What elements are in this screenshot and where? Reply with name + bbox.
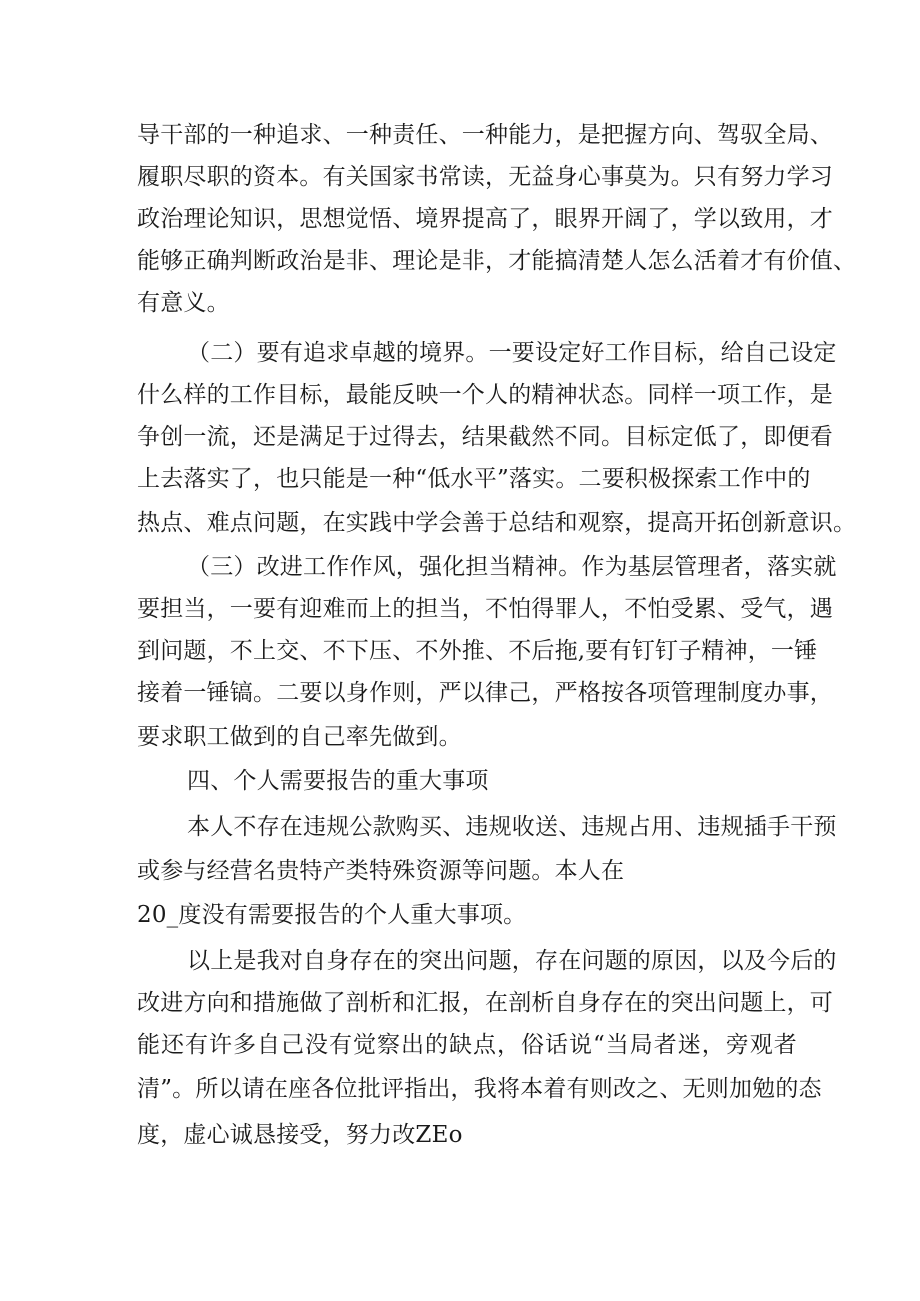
text-line: 接着一锤镐。二要以身作则，严以律己，严格按各项管理制度办事，: [137, 680, 833, 706]
text-line: 要担当，一要有迎难而上的担当，不怕得罪人，不怕受累、受气，遇: [137, 596, 833, 622]
text-line: 本人不存在违规公款购买、违规收送、违规占用、违规插手干预: [187, 814, 837, 840]
text-line: 热点、难点问题，在实践中学会善于总结和观察，提高开拓创新意识。: [137, 510, 857, 536]
text-line: 以上是我对自身存在的突出问题，存在问题的原因，以及今后的: [187, 948, 837, 974]
text-line: 能还有许多自己没有觉察出的缺点，俗话说“当局者迷，旁观者: [137, 1032, 797, 1058]
text-line: 什么样的工作目标，最能反映一个人的精神状态。同样一项工作，是: [137, 382, 833, 408]
text-line: 争创一流，还是满足于过得去，结果截然不同。目标定低了，即便看: [137, 424, 833, 450]
paragraph-heading-3: （三）改进工作作风，强化担当精神。作为基层管理者，落实就: [187, 554, 837, 580]
section-heading: 四、个人需要报告的重大事项: [187, 768, 489, 794]
text-line: 清”。所以请在座各位批评指出，我将本着有则改之、无则加勉的态: [137, 1076, 822, 1102]
text-line: 20_度没有需要报告的个人重大事项。: [137, 902, 527, 928]
text-line: 到问题，不上交、不下压、不外推、不后拖,要有钉钉子精神，一锤: [137, 638, 818, 664]
text-line: 或参与经营名贵特产类特殊资源等问题。本人在: [137, 858, 625, 884]
text-line: 能够正确判断政治是非、理论是非，才能搞清楚人怎么活着才有价值、: [137, 248, 857, 274]
text-line: 要求职工做到的自己率先做到。: [137, 724, 462, 750]
text-line: 导干部的一种追求、一种责任、一种能力，是把握方向、驾驭全局、: [137, 122, 833, 148]
text-line: 有意义。: [137, 290, 230, 316]
text-line: 政治理论知识，思想觉悟、境界提高了，眼界开阔了，学以致用，才: [137, 206, 833, 232]
paragraph-heading-2: （二）要有追求卓越的境界。一要设定好工作目标，给自己设定: [187, 340, 837, 366]
text-line: 改进方向和措施做了剖析和汇报，在剖析自身存在的突出问题上，可: [137, 990, 833, 1016]
text-line: 上去落实了，也只能是一种“低水平”落实。二要积极探索工作中的: [137, 466, 811, 492]
text-line: 履职尽职的资本。有关国家书常读，无益身心事莫为。只有努力学习: [137, 164, 833, 190]
text-line: 度，虚心诚恳接受，努力改ZEo: [137, 1122, 463, 1148]
